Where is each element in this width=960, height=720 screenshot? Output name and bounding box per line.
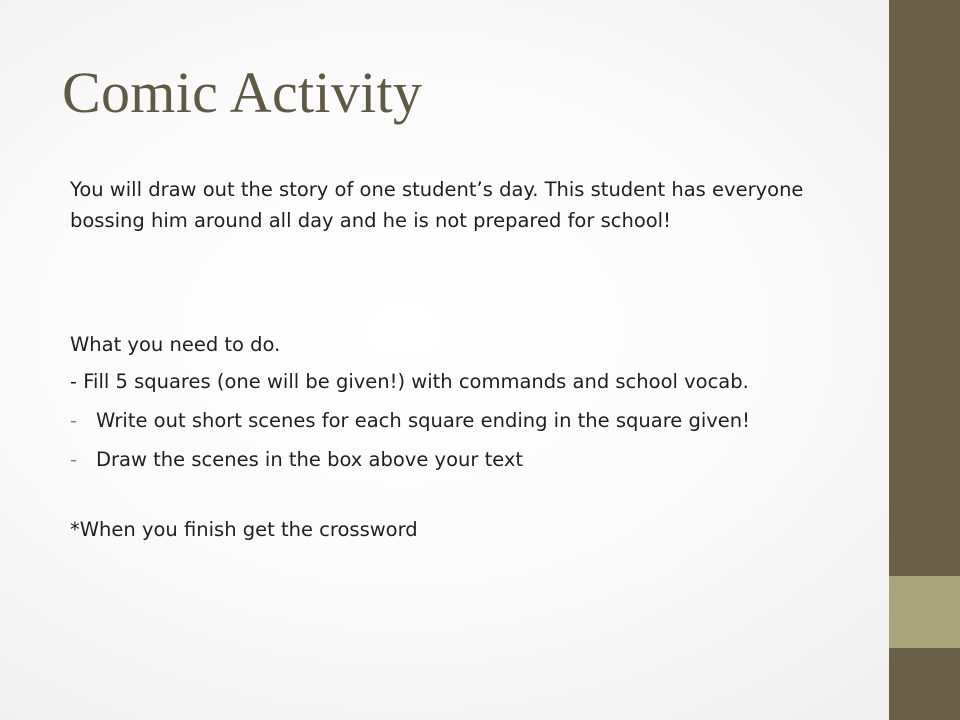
sidebar-top-block — [889, 0, 960, 576]
draw-scenes-text: Draw the scenes in the box above your text — [96, 448, 524, 471]
crossword-note: *When you finish get the crossword — [70, 518, 418, 541]
write-scenes-text: Write out short scenes for each square ending in the square given! — [96, 409, 750, 432]
slide-title: Comic Activity — [62, 60, 423, 125]
intro-paragraph: You will draw out the story of one student’s day. This student has everyone bossing him around all day and he is not prepared for school! — [70, 178, 804, 232]
fill-squares-instruction: - Fill 5 squares (one will be given!) with commands and school vocab. — [70, 370, 749, 393]
slide-body — [70, 174, 830, 545]
sidebar-bottom-block — [889, 648, 960, 720]
need-heading: What you need to do. — [70, 333, 281, 356]
write-scenes-bullet — [70, 405, 830, 436]
draw-scenes-bullet — [70, 444, 830, 475]
sidebar-middle-block — [889, 576, 960, 648]
